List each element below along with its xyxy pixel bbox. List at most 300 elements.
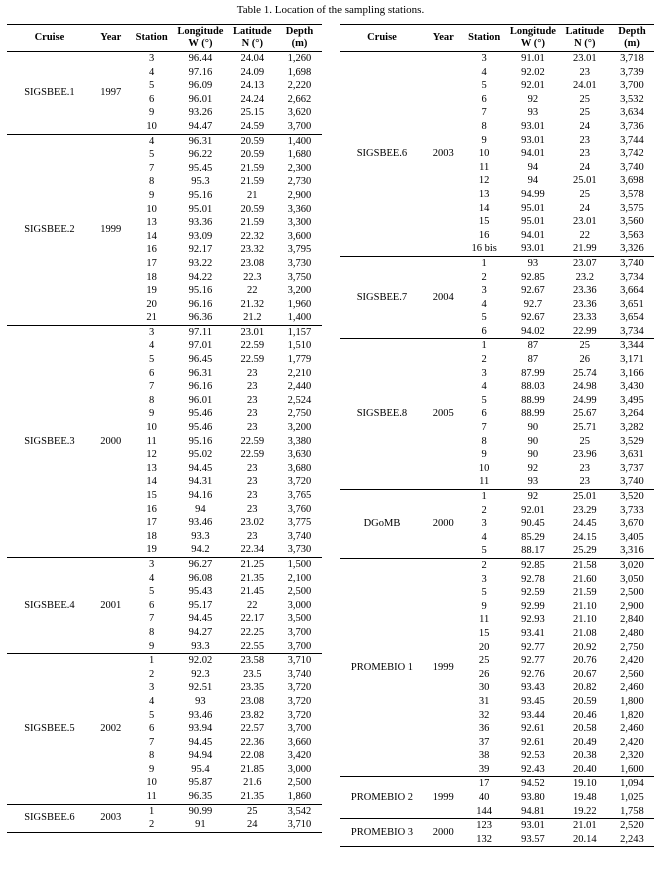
station-cell: 4	[481, 531, 487, 543]
station-cell: 7	[149, 736, 155, 748]
latitude-cell: 24.09	[240, 66, 265, 78]
longitude-cell: 95.4	[191, 763, 210, 775]
table-row	[7, 52, 322, 66]
latitude-cell: 20.49	[572, 736, 597, 748]
longitude-cell: 92.85	[521, 271, 545, 283]
longitude-cell: 96.16	[188, 298, 213, 310]
station-cell: 5	[149, 149, 155, 161]
station-cell: 8	[149, 176, 155, 188]
station-cell: 1	[149, 655, 155, 667]
station-cell: 3	[481, 285, 487, 297]
depth-cell: 3,282	[620, 422, 644, 434]
latitude-cell: 23.5	[243, 668, 262, 680]
latitude-cell: 23.82	[240, 709, 265, 721]
station-cell: 7	[149, 162, 155, 174]
longitude-cell: 94.94	[188, 750, 213, 762]
year-cell: 1999	[432, 792, 454, 804]
longitude-cell: 96.27	[188, 558, 213, 570]
cruise-cell: SIGSBEE.7	[356, 291, 408, 303]
longitude-cell: 93.01	[521, 120, 545, 132]
station-cell: 5	[481, 545, 487, 557]
latitude-cell: 23.35	[240, 682, 265, 694]
depth-cell: 2,560	[620, 668, 644, 680]
longitude-cell: 95.01	[521, 216, 545, 228]
latitude-cell: 22.59	[240, 354, 265, 366]
depth-cell: 3,200	[287, 285, 312, 297]
latitude-cell: 22.34	[240, 544, 265, 556]
longitude-cell: 92.61	[521, 723, 545, 735]
longitude-cell: 93.36	[188, 217, 213, 229]
latitude-cell: 25	[579, 107, 591, 119]
depth-cell: 2,750	[620, 641, 644, 653]
latitude-cell: 24.01	[572, 80, 597, 92]
cruise-group	[340, 52, 655, 257]
station-cell: 9	[481, 600, 487, 612]
latitude-cell: 25.15	[240, 107, 265, 119]
latitude-cell: 23	[247, 394, 258, 406]
longitude-cell: 96.36	[188, 312, 213, 324]
longitude-cell: 94	[527, 161, 539, 173]
depth-cell: 2,460	[620, 723, 644, 735]
longitude-cell: 87.99	[521, 367, 545, 379]
longitude-cell: 90.45	[521, 518, 545, 530]
latitude-cell: 23.33	[572, 312, 597, 324]
longitude-cell: 93.43	[521, 682, 545, 694]
depth-cell: 3,750	[287, 271, 312, 283]
latitude-cell: 21.99	[572, 243, 597, 255]
year-cell: 2000	[432, 518, 454, 530]
latitude-cell: 21.32	[240, 298, 265, 310]
latitude-cell: 22	[579, 229, 591, 241]
latitude-cell: 20.59	[240, 135, 265, 147]
station-cell: 1	[481, 340, 487, 352]
longitude-cell: 93.22	[188, 257, 213, 269]
latitude-cell: 23.08	[240, 257, 265, 269]
station-cell: 12	[146, 449, 157, 461]
station-cell: 19	[146, 285, 157, 297]
depth-cell: 2,480	[620, 627, 644, 639]
table-row	[7, 134, 322, 148]
column-header: Latitude N (°)	[233, 26, 272, 49]
column-header: Cruise	[34, 32, 65, 43]
latitude-cell: 21.08	[572, 627, 597, 639]
latitude-cell: 21.01	[572, 820, 597, 832]
sampling-stations-table-right	[340, 24, 655, 847]
station-cell: 5	[481, 587, 487, 599]
latitude-cell: 21.35	[240, 791, 265, 803]
longitude-cell: 96.45	[188, 354, 213, 366]
depth-cell: 3,405	[620, 531, 644, 543]
station-cell: 10	[146, 203, 157, 215]
station-cell: 10	[146, 120, 157, 132]
depth-cell: 2,524	[287, 394, 312, 406]
station-cell: 38	[478, 750, 490, 762]
latitude-cell: 23.01	[572, 216, 597, 228]
station-cell: 26	[478, 668, 490, 680]
station-cell: 144	[476, 805, 493, 817]
station-cell: 40	[478, 792, 490, 804]
depth-cell: 2,500	[287, 777, 312, 789]
year-cell: 1999	[432, 661, 454, 673]
longitude-cell: 95.01	[521, 202, 545, 214]
latitude-cell: 25	[579, 93, 591, 105]
cruise-group	[340, 490, 655, 559]
station-cell: 13	[478, 188, 490, 200]
longitude-cell: 90	[527, 435, 539, 447]
column-header: Cruise	[367, 32, 397, 43]
longitude-cell: 95.87	[188, 777, 213, 789]
depth-cell: 2,520	[620, 820, 644, 832]
latitude-cell: 22.55	[240, 640, 265, 652]
longitude-cell: 91	[195, 819, 206, 831]
longitude-cell: 96.44	[188, 53, 213, 64]
longitude-cell: 96.01	[188, 93, 213, 105]
depth-cell: 1,025	[620, 792, 644, 804]
latitude-cell: 21.25	[240, 558, 265, 570]
longitude-cell: 95.16	[188, 285, 213, 297]
column-header: Station	[468, 32, 501, 43]
latitude-cell: 22.32	[240, 230, 265, 242]
station-cell: 10	[478, 462, 490, 474]
station-cell: 3	[481, 53, 487, 64]
cruise-cell: SIGSBEE.2	[24, 223, 75, 235]
longitude-cell: 93.09	[188, 230, 213, 242]
depth-cell: 1,400	[287, 135, 312, 147]
longitude-cell: 88.03	[521, 381, 545, 393]
station-cell: 3	[481, 518, 487, 530]
station-cell: 19	[146, 544, 157, 556]
depth-cell: 3,360	[287, 203, 312, 215]
station-cell: 9	[149, 107, 155, 119]
depth-cell: 3,631	[620, 449, 644, 461]
latitude-cell: 24.13	[240, 80, 265, 92]
latitude-cell: 21.59	[572, 587, 597, 599]
depth-cell: 2,900	[287, 189, 312, 201]
table-header-row	[7, 25, 322, 52]
depth-cell: 1,600	[620, 763, 644, 775]
latitude-cell: 22.59	[240, 449, 265, 461]
latitude-cell: 25.01	[572, 175, 597, 187]
cruise-cell: DGoMB	[363, 518, 401, 530]
longitude-cell: 94	[527, 175, 539, 187]
station-cell: 6	[481, 93, 487, 105]
latitude-cell: 22.59	[240, 435, 265, 447]
longitude-cell: 96.16	[188, 381, 213, 393]
depth-cell: 2,500	[287, 586, 312, 598]
cruise-group	[7, 804, 322, 832]
cruise-cell: PROMEBIO 3	[350, 827, 414, 839]
latitude-cell: 23	[247, 530, 258, 542]
latitude-cell: 20.59	[240, 203, 265, 215]
station-cell: 10	[146, 777, 157, 789]
depth-cell: 1,960	[287, 298, 312, 310]
latitude-cell: 23	[247, 367, 258, 379]
depth-cell: 3,430	[620, 381, 644, 393]
longitude-cell: 94.45	[188, 613, 213, 625]
station-cell: 4	[149, 340, 155, 352]
table-row	[7, 325, 322, 339]
latitude-cell: 20.59	[240, 149, 265, 161]
longitude-cell: 95.3	[191, 176, 210, 188]
station-cell: 8	[149, 750, 155, 762]
longitude-cell: 90.99	[188, 805, 213, 817]
station-cell: 3	[149, 53, 155, 64]
longitude-cell: 93.57	[521, 833, 545, 845]
latitude-cell: 20.40	[572, 763, 597, 775]
latitude-cell: 20.46	[572, 709, 597, 721]
latitude-cell: 26	[579, 354, 591, 366]
depth-cell: 3,739	[620, 66, 644, 78]
longitude-cell: 92.02	[521, 66, 545, 78]
depth-cell: 3,765	[287, 490, 312, 501]
depth-cell: 3,698	[620, 175, 644, 187]
longitude-cell: 93	[527, 107, 539, 119]
latitude-cell: 22	[247, 599, 258, 611]
longitude-cell: 92	[527, 93, 539, 105]
station-cell: 8	[149, 626, 155, 638]
latitude-cell: 21.60	[572, 573, 597, 585]
longitude-cell: 94.01	[521, 148, 545, 160]
longitude-cell: 95.45	[188, 162, 213, 174]
station-cell: 17	[146, 257, 157, 269]
longitude-cell: 88.99	[521, 394, 545, 406]
station-cell: 4	[149, 66, 155, 78]
latitude-cell: 20.59	[572, 695, 597, 707]
depth-cell: 3,720	[287, 695, 312, 707]
station-cell: 123	[476, 820, 493, 832]
station-cell: 7	[481, 422, 487, 434]
depth-cell: 2,100	[287, 572, 312, 584]
cruise-group	[7, 654, 322, 805]
cruise-group	[7, 557, 322, 653]
latitude-cell: 23.36	[572, 285, 597, 297]
longitude-cell: 94.99	[521, 188, 545, 200]
station-cell: 30	[478, 682, 490, 694]
latitude-cell: 21.45	[240, 586, 265, 598]
latitude-cell: 25	[579, 435, 591, 447]
station-cell: 6	[481, 325, 487, 337]
depth-cell: 3,742	[620, 148, 644, 160]
depth-cell: 2,320	[620, 750, 644, 762]
cruise-cell: SIGSBEE.8	[356, 408, 408, 420]
longitude-cell: 97.01	[188, 340, 213, 352]
year-cell: 2003	[100, 812, 122, 824]
longitude-cell: 94.22	[188, 271, 213, 283]
longitude-cell: 92.01	[521, 80, 545, 92]
depth-cell: 3,630	[287, 449, 312, 461]
depth-cell: 3,344	[620, 340, 644, 352]
cruise-group	[340, 256, 655, 339]
station-cell: 12	[478, 175, 490, 187]
station-cell: 14	[478, 202, 490, 214]
longitude-cell: 93	[527, 476, 539, 488]
station-cell: 6	[149, 367, 155, 379]
longitude-cell: 96.31	[188, 367, 213, 379]
depth-cell: 2,500	[620, 587, 644, 599]
station-cell: 1	[149, 805, 155, 817]
depth-cell: 2,420	[620, 655, 644, 667]
depth-cell: 3,050	[620, 573, 644, 585]
depth-cell: 3,744	[620, 134, 644, 146]
station-cell: 20	[478, 641, 490, 653]
station-cell: 20	[146, 298, 157, 310]
depth-cell: 3,520	[620, 491, 644, 502]
station-cell: 3	[149, 558, 155, 570]
longitude-cell: 92.77	[521, 655, 545, 667]
latitude-cell: 20.67	[572, 668, 597, 680]
depth-cell: 3,700	[287, 723, 312, 735]
station-cell: 5	[481, 80, 487, 92]
latitude-cell: 22	[247, 285, 258, 297]
longitude-cell: 93.01	[521, 134, 545, 146]
depth-cell: 3,734	[620, 325, 644, 337]
station-cell: 3	[149, 682, 155, 694]
depth-cell: 1,260	[287, 53, 312, 64]
column-header: Depth (m)	[618, 26, 646, 49]
depth-cell: 2,300	[287, 162, 312, 174]
longitude-cell: 92.61	[521, 736, 545, 748]
depth-cell: 2,220	[287, 80, 312, 92]
station-cell: 3	[481, 367, 487, 379]
longitude-cell: 97.16	[188, 66, 213, 78]
depth-cell: 3,578	[620, 188, 644, 200]
station-cell: 13	[146, 217, 157, 229]
latitude-cell: 24	[579, 120, 591, 132]
station-cell: 5	[481, 394, 487, 406]
station-cell: 16 bis	[471, 243, 497, 255]
depth-cell: 3,200	[287, 422, 312, 434]
latitude-cell: 21.10	[572, 600, 597, 612]
column-header: Depth (m)	[285, 26, 314, 49]
station-cell: 39	[478, 763, 490, 775]
longitude-cell: 92.53	[521, 750, 545, 762]
depth-cell: 3,740	[620, 476, 644, 488]
depth-cell: 2,420	[620, 736, 644, 748]
latitude-cell: 19.10	[572, 778, 597, 790]
longitude-cell: 94.02	[521, 325, 545, 337]
year-cell: 2004	[432, 291, 454, 303]
depth-cell: 3,532	[620, 93, 644, 105]
depth-cell: 3,563	[620, 229, 644, 241]
depth-cell: 1,758	[620, 805, 644, 817]
depth-cell: 3,720	[287, 709, 312, 721]
latitude-cell: 22.08	[240, 750, 265, 762]
latitude-cell: 19.22	[572, 805, 597, 817]
station-cell: 4	[481, 66, 487, 78]
station-cell: 2	[149, 668, 155, 680]
depth-cell: 3,710	[287, 655, 312, 667]
latitude-cell: 23	[247, 476, 258, 488]
station-cell: 9	[149, 408, 155, 420]
station-cell: 11	[479, 614, 490, 626]
latitude-cell: 22.59	[240, 340, 265, 352]
depth-cell: 1,698	[287, 66, 312, 78]
latitude-cell: 21.59	[240, 176, 265, 188]
depth-cell: 2,210	[287, 367, 312, 379]
longitude-cell: 93.80	[521, 792, 545, 804]
station-cell: 16	[478, 229, 490, 241]
latitude-cell: 23.2	[575, 271, 594, 283]
depth-cell: 3,326	[620, 243, 644, 255]
longitude-cell: 92.76	[521, 668, 545, 680]
depth-cell: 3,730	[287, 544, 312, 556]
depth-cell: 3,700	[287, 120, 312, 132]
latitude-cell: 20.38	[572, 750, 597, 762]
station-cell: 6	[481, 408, 487, 420]
year-cell: 2003	[432, 148, 454, 160]
latitude-cell: 22.57	[240, 723, 265, 735]
latitude-cell: 21.35	[240, 572, 265, 584]
cruise-cell: SIGSBEE.4	[24, 599, 75, 611]
depth-cell: 3,000	[287, 763, 312, 775]
latitude-cell: 23	[579, 134, 591, 146]
longitude-cell: 92.17	[188, 244, 213, 256]
latitude-cell: 24	[579, 161, 591, 173]
station-cell: 17	[146, 517, 157, 529]
latitude-cell: 24.59	[240, 120, 265, 132]
longitude-cell: 91.01	[521, 53, 545, 64]
depth-cell: 2,662	[287, 93, 312, 105]
longitude-cell: 92.3	[191, 668, 210, 680]
station-cell: 2	[481, 354, 487, 366]
depth-cell: 3,734	[620, 271, 644, 283]
latitude-cell: 21.6	[243, 777, 262, 789]
depth-cell: 1,094	[620, 778, 644, 790]
longitude-cell: 92.93	[521, 614, 545, 626]
sampling-stations-table-left	[7, 24, 322, 833]
station-cell: 4	[149, 695, 155, 707]
station-cell: 6	[149, 599, 155, 611]
station-cell: 1	[481, 491, 487, 502]
cruise-cell: PROMEBIO 2	[350, 792, 414, 804]
depth-cell: 2,730	[287, 176, 312, 188]
longitude-cell: 96.31	[188, 135, 213, 147]
depth-cell: 3,760	[287, 503, 312, 515]
year-cell: 1997	[100, 86, 122, 98]
cruise-group	[340, 558, 655, 777]
longitude-cell: 93.3	[191, 530, 210, 542]
longitude-cell: 95.17	[188, 599, 213, 611]
table-row	[7, 804, 322, 818]
depth-cell: 3,651	[620, 298, 644, 310]
latitude-cell: 23	[247, 462, 258, 474]
cruise-cell: SIGSBEE.5	[24, 723, 75, 735]
depth-cell: 3,420	[287, 750, 312, 762]
longitude-cell: 94.45	[188, 462, 213, 474]
station-cell: 5	[149, 709, 155, 721]
latitude-cell: 19.48	[572, 792, 597, 804]
column-header: Longitude W (°)	[177, 26, 224, 49]
longitude-cell: 92.99	[521, 600, 545, 612]
longitude-cell: 92.7	[523, 298, 543, 310]
latitude-cell: 23.29	[572, 504, 597, 516]
depth-cell: 3,660	[287, 736, 312, 748]
longitude-cell: 93.01	[521, 820, 545, 832]
station-cell: 6	[149, 93, 155, 105]
station-cell: 2	[481, 504, 487, 516]
longitude-cell: 93.46	[188, 709, 213, 721]
depth-cell: 1,680	[287, 149, 312, 161]
station-cell: 4	[481, 381, 487, 393]
latitude-cell: 24	[579, 202, 591, 214]
longitude-cell: 96.22	[188, 149, 213, 161]
column-header: Longitude W (°)	[509, 26, 556, 49]
latitude-cell: 21.85	[240, 763, 265, 775]
longitude-cell: 94.16	[188, 490, 213, 501]
station-cell: 11	[479, 161, 490, 173]
longitude-cell: 97.11	[188, 326, 213, 338]
table-row	[340, 256, 655, 270]
